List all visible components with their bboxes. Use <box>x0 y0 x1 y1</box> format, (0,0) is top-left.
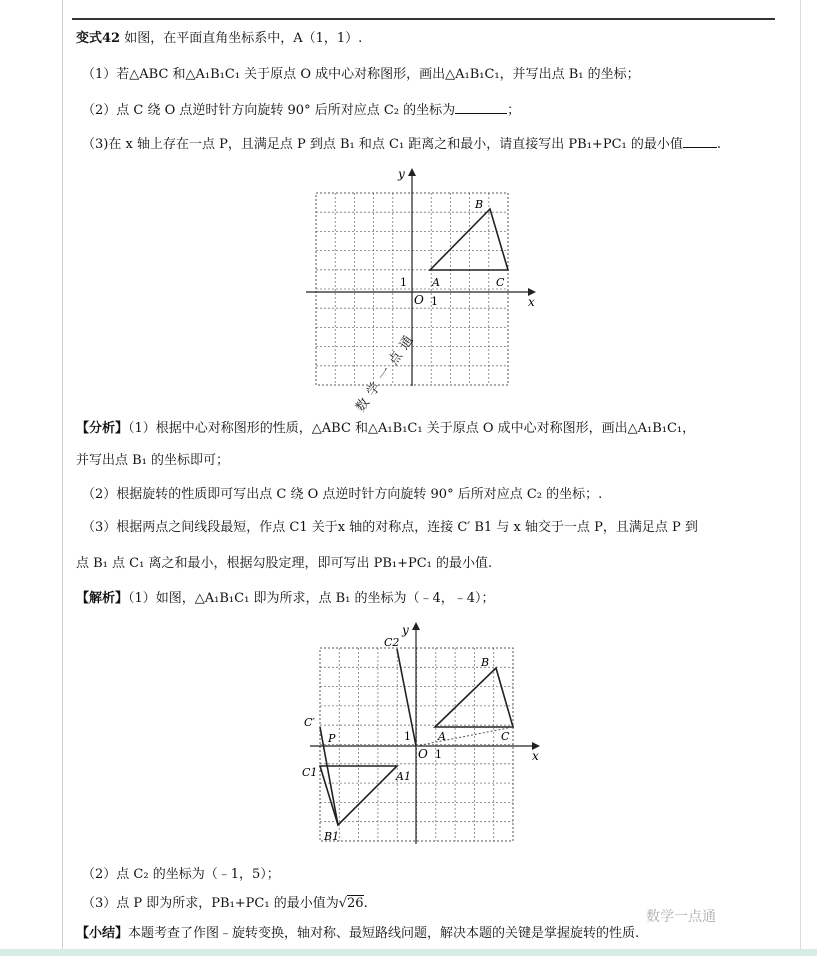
summary-text: 本题考查了作图﹣旋转变换，轴对称、最短路线问题，解决本题的关键是掌握旋转的性质. <box>128 926 640 941</box>
analysis-tag: 【分析】 <box>76 421 129 436</box>
analysis-line-3: （2）根据旋转的性质即可写出点 C 绕 O 点逆时针方向旋转 90° 后所对应点 C₂ 的坐标；. <box>82 487 603 502</box>
analysis-line-4: （3）根据两点之间线段最短，作点 C1 关于x 轴的对称点，连接 C′ B1 与 x 轴交于一点 P，且满足点 P 到 <box>82 520 698 535</box>
answer-2: （2）点 C₂ 的坐标为（﹣1，5）； <box>82 867 280 882</box>
fig2-point-c-prime-label: C′ <box>304 716 315 729</box>
question-2-suffix: ； <box>507 103 521 118</box>
summary-tag: 【小结】 <box>76 926 129 941</box>
page-right-border <box>800 0 801 956</box>
question-3-text: （3)在 x 轴上存在一点 P，且满足点 P 到点 B₁ 和点 C₁ 距离之和最小，请直接写出 PB₁+PC₁ 的最小值 <box>82 137 683 152</box>
question-3 <box>82 135 721 154</box>
analysis-text-1: （1）根据中心对称图形的性质，△ABC 和△A₁B₁C₁ 关于原点 O 成中心对称图形，画出△A₁B₁C₁， <box>128 421 696 436</box>
fig1-tick-y1: 1 <box>400 276 407 289</box>
solution-tag: 【解析】 <box>76 591 129 606</box>
fig2-tick-y1: 1 <box>404 730 411 743</box>
problem-title <box>76 30 362 48</box>
fig2-point-b1-label: B1 <box>324 830 340 843</box>
problem-tag: 变式42 <box>76 31 121 46</box>
answer-blank-q3 <box>683 135 717 148</box>
fig2-point-a1-label: A1 <box>396 770 411 783</box>
summary-line <box>76 925 639 943</box>
fig1-x-label: x <box>528 295 535 309</box>
fig1-origin-label: O <box>414 293 424 307</box>
question-2-text: （2）点 C 绕 O 点逆时针方向旋转 90° 后所对应点 C₂ 的坐标为 <box>82 103 456 118</box>
answer-blank-q2 <box>455 101 507 114</box>
analysis-line-1 <box>76 420 695 438</box>
fig2-y-label: y <box>402 623 409 637</box>
fig1-y-label: y <box>398 167 405 181</box>
fig2-origin-label: O <box>418 747 428 761</box>
fig1-point-b-label: B <box>475 198 484 211</box>
fig2-point-a-label: A <box>438 730 446 743</box>
fig2-point-b-label: B <box>481 656 490 669</box>
fig2-point-p-label: P <box>328 732 336 745</box>
triangle-abc <box>430 209 508 270</box>
question-2 <box>82 101 520 120</box>
sqrt-radicand: 26 <box>347 896 364 911</box>
answer-3-text: （3）点 P 即为所求，PB₁+PC₁ 的最小值为 <box>82 896 339 911</box>
analysis-line-2: 并写出点 B₁ 的坐标即可； <box>76 453 230 468</box>
page-left-border <box>62 0 63 956</box>
diagonal-watermark: 数学一点通 <box>353 328 421 415</box>
top-rule <box>72 18 775 20</box>
analysis-line-5: 点 B₁ 点 C₁ 离之和最小，根据勾股定理，即可写出 PB₁+PC₁ 的最小值. <box>76 556 493 571</box>
answer-3-suffix: . <box>363 896 368 911</box>
answer-3 <box>82 895 368 913</box>
fig1-point-a-label: A <box>432 276 440 289</box>
fig2-point-c1-label: C1 <box>302 766 318 779</box>
question-1: （1）若△ABC 和△A₁B₁C₁ 关于原点 O 成中心对称图形，画出△A₁B₁C₁，并写出点 B₁ 的坐标； <box>82 67 640 82</box>
question-3-suffix: . <box>716 137 721 152</box>
fig2-x-label: x <box>532 749 539 763</box>
bottom-bar <box>0 949 817 956</box>
fig1-tick-x1: 1 <box>431 295 438 308</box>
sqrt-symbol: √ <box>338 896 348 911</box>
fig2-point-c2-label: C2 <box>384 636 400 649</box>
fig2-point-c-label: C <box>501 730 510 743</box>
figure-1-coordinate-grid <box>300 162 550 392</box>
figure-2-coordinate-grid <box>298 618 558 850</box>
fig2-tick-x1: 1 <box>435 748 442 761</box>
wechat-watermark: 数学一点通 <box>646 909 716 925</box>
fig1-point-c-label: C <box>496 276 505 289</box>
solution-text: （1）如图，△A₁B₁C₁ 即为所求，点 B₁ 的坐标为（﹣4，﹣4）； <box>128 591 495 606</box>
problem-statement: 如图，在平面直角坐标系中，A（1，1）. <box>124 31 363 46</box>
solution-line <box>76 590 495 608</box>
